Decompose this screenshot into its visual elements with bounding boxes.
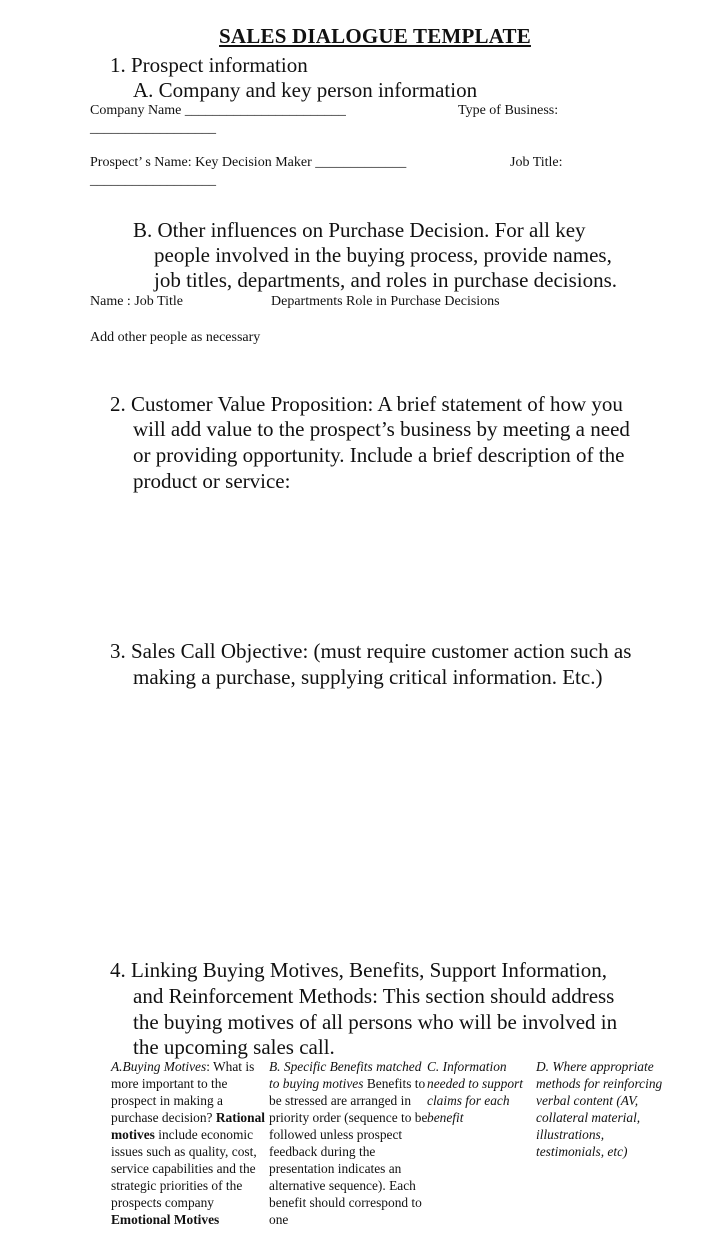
section4-line2: and Reinforcement Methods: This section should address bbox=[133, 984, 615, 1008]
section3-line1: 3. Sales Call Objective: (must require customer action such as bbox=[110, 639, 632, 663]
section2-line2: will add value to the prospect’s business by meeting a need bbox=[133, 417, 630, 441]
section1-heading: 1. Prospect information bbox=[110, 53, 308, 77]
section4-line1: 4. Linking Buying Motives, Benefits, Support Information, bbox=[110, 958, 607, 982]
column-departments-role: Departments Role in Purchase Decisions bbox=[271, 294, 500, 309]
section1-subheading-a: A. Company and key person information bbox=[133, 78, 478, 102]
column-d-label: D. Where appropriate methods for reinforcing verbal content (AV, collateral material, illustrations, testimonials, etc) bbox=[536, 1059, 663, 1159]
column-b-text: Benefits to be stressed are arranged in priority order (sequence to be followed unless prospect feedback during the presentation indicates an alternative sequence). Each benefit should correspond to one bbox=[269, 1076, 428, 1227]
section3-line2: making a purchase, supplying critical information. Etc.) bbox=[133, 665, 603, 689]
column-b-label: B. Specific Benefits matched to buying motives bbox=[269, 1059, 422, 1091]
company-name-line: Company Name _______________________ bbox=[90, 103, 346, 118]
type-of-business-label: Type of Business: bbox=[458, 103, 559, 118]
rational-motives-text: include economic issues such as quality, cost, service capabilities and the strategic priorities of the prospects company bbox=[111, 1127, 257, 1210]
column-c-label: C. Information needed to support claims for each bbox=[427, 1059, 523, 1108]
page-title: SALES DIALOGUE TEMPLATE bbox=[219, 24, 531, 48]
blank-line: __________________ bbox=[90, 173, 216, 188]
job-title-label: Job Title: bbox=[510, 155, 563, 170]
column-c-information bbox=[427, 1058, 537, 1126]
prospect-name-line: Prospect’ s Name: Key Decision Maker _____________ bbox=[90, 155, 407, 170]
section2-line4: product or service: bbox=[133, 469, 291, 493]
blank-line: __________________ bbox=[90, 121, 216, 136]
section1-subheading-b-line3: job titles, departments, and roles in purchase decisions. bbox=[154, 268, 618, 292]
column-b-specific-benefits bbox=[269, 1058, 429, 1228]
section2-line3: or providing opportunity. Include a brief description of the bbox=[133, 443, 625, 467]
section4-line3: the buying motives of all persons who will be involved in bbox=[133, 1010, 618, 1034]
column-a-buying-motives bbox=[111, 1058, 269, 1228]
column-a-text: : What is more important to the prospect in making a purchase decision? bbox=[111, 1059, 255, 1125]
section2-line1: 2. Customer Value Proposition: A brief statement of how you bbox=[110, 392, 623, 416]
section1-subheading-b-line1: B. Other influences on Purchase Decision. For all key bbox=[133, 218, 586, 242]
column-a-label: A.Buying Motives bbox=[111, 1059, 207, 1074]
column-d-reinforcement bbox=[536, 1058, 664, 1160]
rational-motives-label: Rational motives bbox=[111, 1110, 265, 1142]
column-name-job-title: Name : Job Title bbox=[90, 294, 183, 309]
section4-line4: the upcoming sales call. bbox=[133, 1035, 335, 1059]
emotional-motives-label: Emotional Motives bbox=[111, 1212, 220, 1227]
section1-subheading-b-line2: people involved in the buying process, provide names, bbox=[154, 243, 612, 267]
add-people-note: Add other people as necessary bbox=[90, 330, 261, 345]
column-c-label-2: benefit bbox=[427, 1110, 464, 1125]
